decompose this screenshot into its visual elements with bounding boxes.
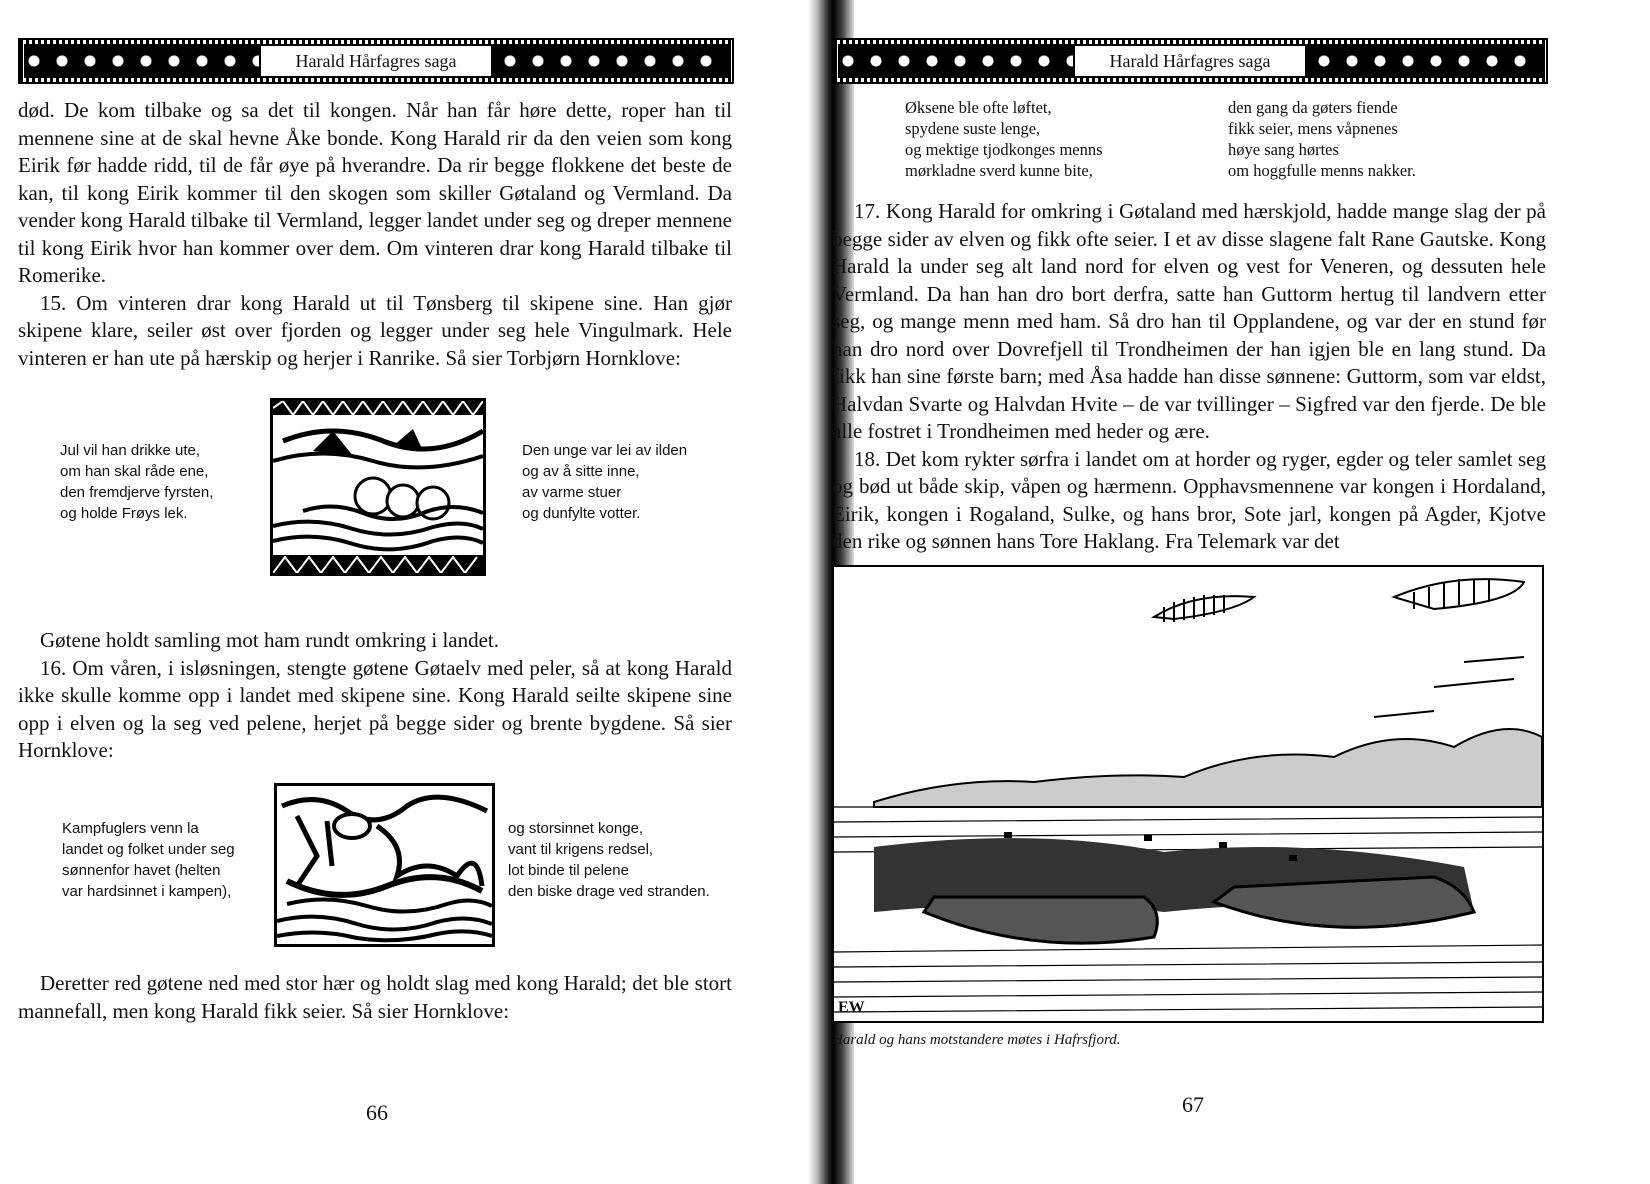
left-paragraph-16: 16. Om våren, i isløsningen, stengte gøtene Gøtaelv med peler, så at kong Harald ikke skulle komme opp i landet med skipene sine. Kong Harald seilte skipene sine opp i elven og la seg ved pelene, herjet på begge sider og brente bygdene. Så sier Hornklove: (18, 655, 732, 762)
verse-2-left: Kampfuglers venn la landet og folket under seg sønnenfor havet (helten var hardsinnet i kampen), (62, 820, 235, 900)
woodcut-dragon-drawing (277, 786, 492, 944)
left-page (0, 0, 810, 1184)
right-page (832, 0, 1650, 1184)
left-paragraph-deretter: Deretter red gøtene ned med stor hær og holdt slag med kong Harald; det ble stort mannefall, men kong Harald fikk seier. Så sier Hornklove: (18, 971, 732, 1023)
illustration-caption: Harald og hans motstandere møtes i Hafrsfjord. (832, 1032, 1121, 1048)
woodcut-dragon-ship (274, 783, 495, 947)
left-paragraph-1: død. De kom tilbake og sa det til kongen. Når han får høre dette, roper han til mennene sine at de skal hevne Åke bonde. Kong Harald rir da den veien som kong Eirik før hadde ridd, til de får øye på hverandre. Da rir begge flokkene det beste de kan, til kong Eirik kommer til den skogen som skiller Gøtaland og Vermland. Da vender kong Harald tilbake til Vermland, legger landet under seg og dreper mennene til kong Eirik hvor han kommer over dem. Om vinteren drar kong Harald tilbake til Romerike. (18, 98, 732, 287)
illustration-hafrsfjord (832, 565, 1544, 1023)
running-title: Harald Hårfagres saga (259, 44, 493, 78)
running-title: Harald Hårfagres saga (1073, 44, 1307, 78)
right-paragraph-17: 17. Kong Harald for omkring i Gøtaland med hærskjold, hadde mange slag der på begge sider av elven og fikk ofte seier. I et av disse slagene falt Rane Gautske. Kong Harald la under seg alt land nord for elven og vest for Veneren, og dessuten hele Vermland. Da han han dro bort derfra, satte han Guttorm hertug til landvern etter seg, og mange menn med ham. Så dro han til Opplandene, og var der en stund før han dro nord over Dovrefjell til Trondheimen der han igjen ble en lang stund. Da fikk han sine første barn; med Åsa hadde han disse sønnene: Guttorm, som var eldst, Halvdan Svarte og Halvdan Hvite – de var tvillinger – Sigfred var den fjerde. De ble alle fostret i Trondheimen med heder og ære. (832, 199, 1546, 443)
woodcut-ships-waves (270, 398, 486, 576)
header-ornament-left (838, 44, 1094, 78)
right-text (832, 198, 1546, 556)
verse-1-left: Jul vil han drikke ute, om han skal råde ene, den fremdjerve fyrsten, og holde Frøys lek. (60, 442, 214, 522)
right-paragraph-18: 18. Det kom rykter sørfra i landet om at horder og ryger, egder og teler samlet seg og bød ut både skip, våpen og hærmenn. Opphavsmennene var kongen i Hordaland, Eirik, kongen i Rogaland, Sulke, og hans bror, Sote jarl, kongen på Agder, Kjotve den rike og sønnen hans Tore Haklang. Fra Telemark var det (832, 446, 1546, 553)
illustration-signature: EW (838, 999, 865, 1016)
left-paragraph-gotene: Gøtene holdt samling mot ham rundt omkring i landet. (40, 628, 500, 652)
left-text-middle (18, 627, 732, 765)
verse-2-right: og storsinnet konge, vant til krigens redsel, lot binde til pelene den biske drage ved stranden. (508, 820, 710, 900)
left-text-top (18, 97, 732, 372)
verse-1-right: Den unge var lei av ilden og av å sitte inne, av varme stuer og dunfylte votter. (522, 442, 688, 522)
woodcut-ships-drawing (273, 401, 483, 573)
left-text-bottom (18, 970, 732, 1025)
header-ornament-right (472, 44, 728, 78)
left-page-header (18, 38, 734, 84)
page-number-left: 66 (366, 1100, 388, 1125)
right-verse-left: Øksene ble ofte løftet, spydene suste lenge, og mektige tjodkonges menns mørkladne sverd kunne bite, (905, 98, 1103, 180)
header-ornament-right (1286, 44, 1542, 78)
hafrsfjord-drawing (834, 567, 1542, 1021)
right-page-header (832, 38, 1548, 84)
header-ornament-left (24, 44, 280, 78)
left-paragraph-15: 15. Om vinteren drar kong Harald ut til Tønsberg til skipene sine. Han gjør skipene klare, seiler øst over fjorden og legger under seg hele Vingulmark. Hele vinteren er han ute på hærskip og herjer i Ranrike. Så sier Torbjørn Hornklove: (18, 290, 732, 370)
page-number-right: 67 (1182, 1092, 1204, 1117)
right-verse-right: den gang da gøters fiende fikk seier, mens våpnenes høye sang hørtes om hoggfulle menns nakker. (1228, 98, 1416, 180)
